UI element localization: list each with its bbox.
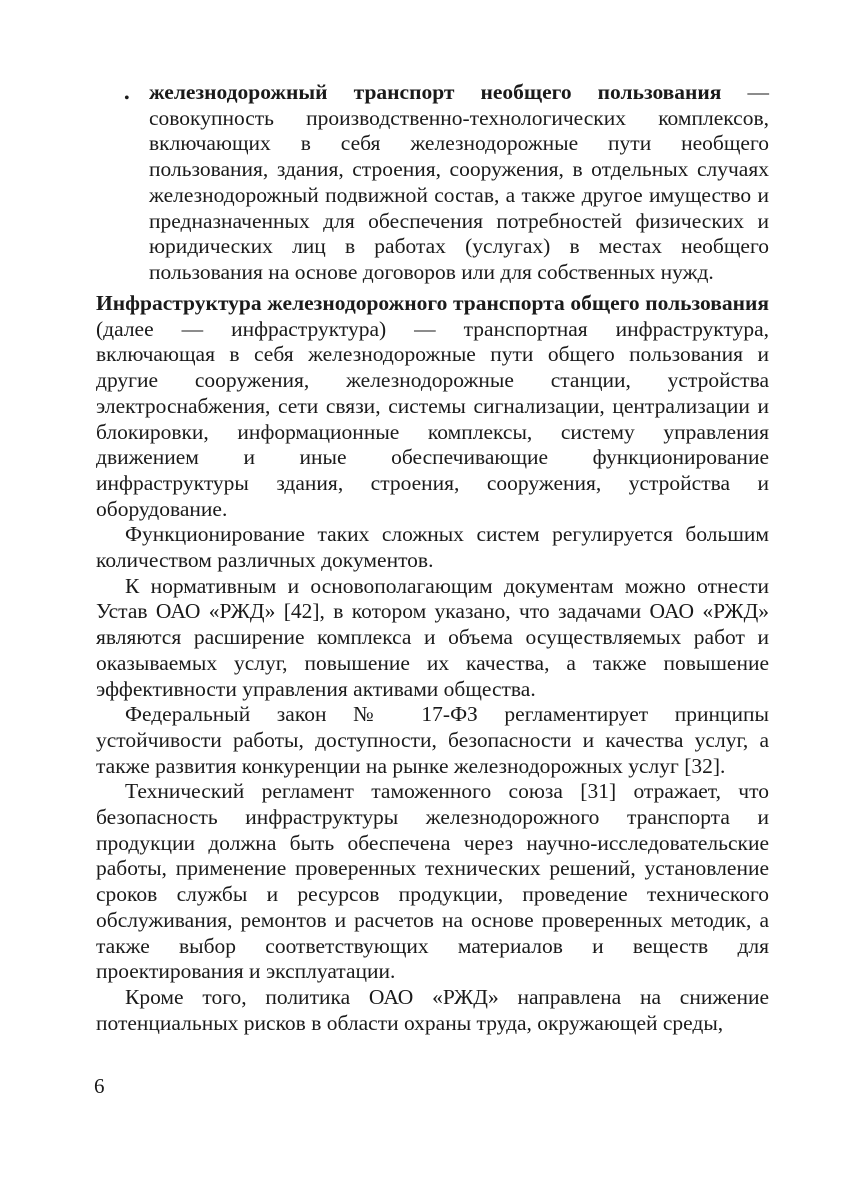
- paragraph-federal-law: Федеральный закон № 17-ФЗ регламентирует принципы устойчивости работы, доступности, безопасности и качества услуг, а также развития конкуренции на рынке железнодорожных услуг [32].: [96, 702, 769, 778]
- paragraph-functioning: Функционирование таких сложных систем регулируется большим количеством различных документов.: [96, 522, 769, 573]
- page-number: 6: [94, 1074, 105, 1098]
- infrastructure-term: Инфраструктура железнодорожного транспорта общего пользования: [96, 291, 769, 315]
- main-text: [96, 291, 769, 1036]
- paragraph-charter: К нормативным и основополагающим документам можно отнести Устав ОАО «РЖД» [42], в котором указано, что задачами ОАО «РЖД» являются расширение комплекса и объема осуществляемых работ и оказываемых услуг, повышение их качества, а также повышение эффективности управления активами общества.: [96, 573, 769, 701]
- bullet-marker: •: [124, 90, 130, 107]
- infrastructure-text: (далее — инфраструктура) — транспортная инфраструктура, включающая в себя железнодорожные пути общего пользования и другие сооружения, железнодорожные станции, устройства электроснабжения, сети связи, системы сигнализации, централизации и блокировки, информационные комплексы, систему управления движением и иные обеспечивающие функционирование инфраструктуры здания, строения, сооружения, устройства и оборудование.: [96, 316, 769, 521]
- paragraph-technical-regulation: Технический регламент таможенного союза [31] отражает, что безопасность инфраструктуры железнодорожного транспорта и продукции должна быть обеспечена через научно-исследовательские работы, применение проверенных технических решений, установление сроков службы и ресурсов продукции, проведение технического обслуживания, ремонтов и расчетов на основе проверенных методик, а также выбор соответствующих материалов и веществ для проектирования и эксплуатации.: [96, 779, 769, 984]
- bullet-list-item: [96, 80, 769, 286]
- bullet-text: [149, 80, 769, 286]
- bullet-term: железнодорожный транспорт необщего пользования: [149, 80, 722, 104]
- bullet-definition: — совокупность производственно-технологических комплексов, включающих в себя железнодорожные пути необщего пользования, здания, строения, сооружения, в отдельных случаях железнодорожный подвижной состав, а также другое имущество и предназначенных для обеспечения потребностей физических и юридических лиц в работах (услугах) в местах необщего пользования на основе договоров или для собственных нужд.: [149, 80, 770, 284]
- paragraph-policy: Кроме того, политика ОАО «РЖД» направлена на снижение потенциальных рисков в области охраны труда, окружающей среды,: [96, 984, 769, 1035]
- infrastructure-definition: [96, 291, 769, 522]
